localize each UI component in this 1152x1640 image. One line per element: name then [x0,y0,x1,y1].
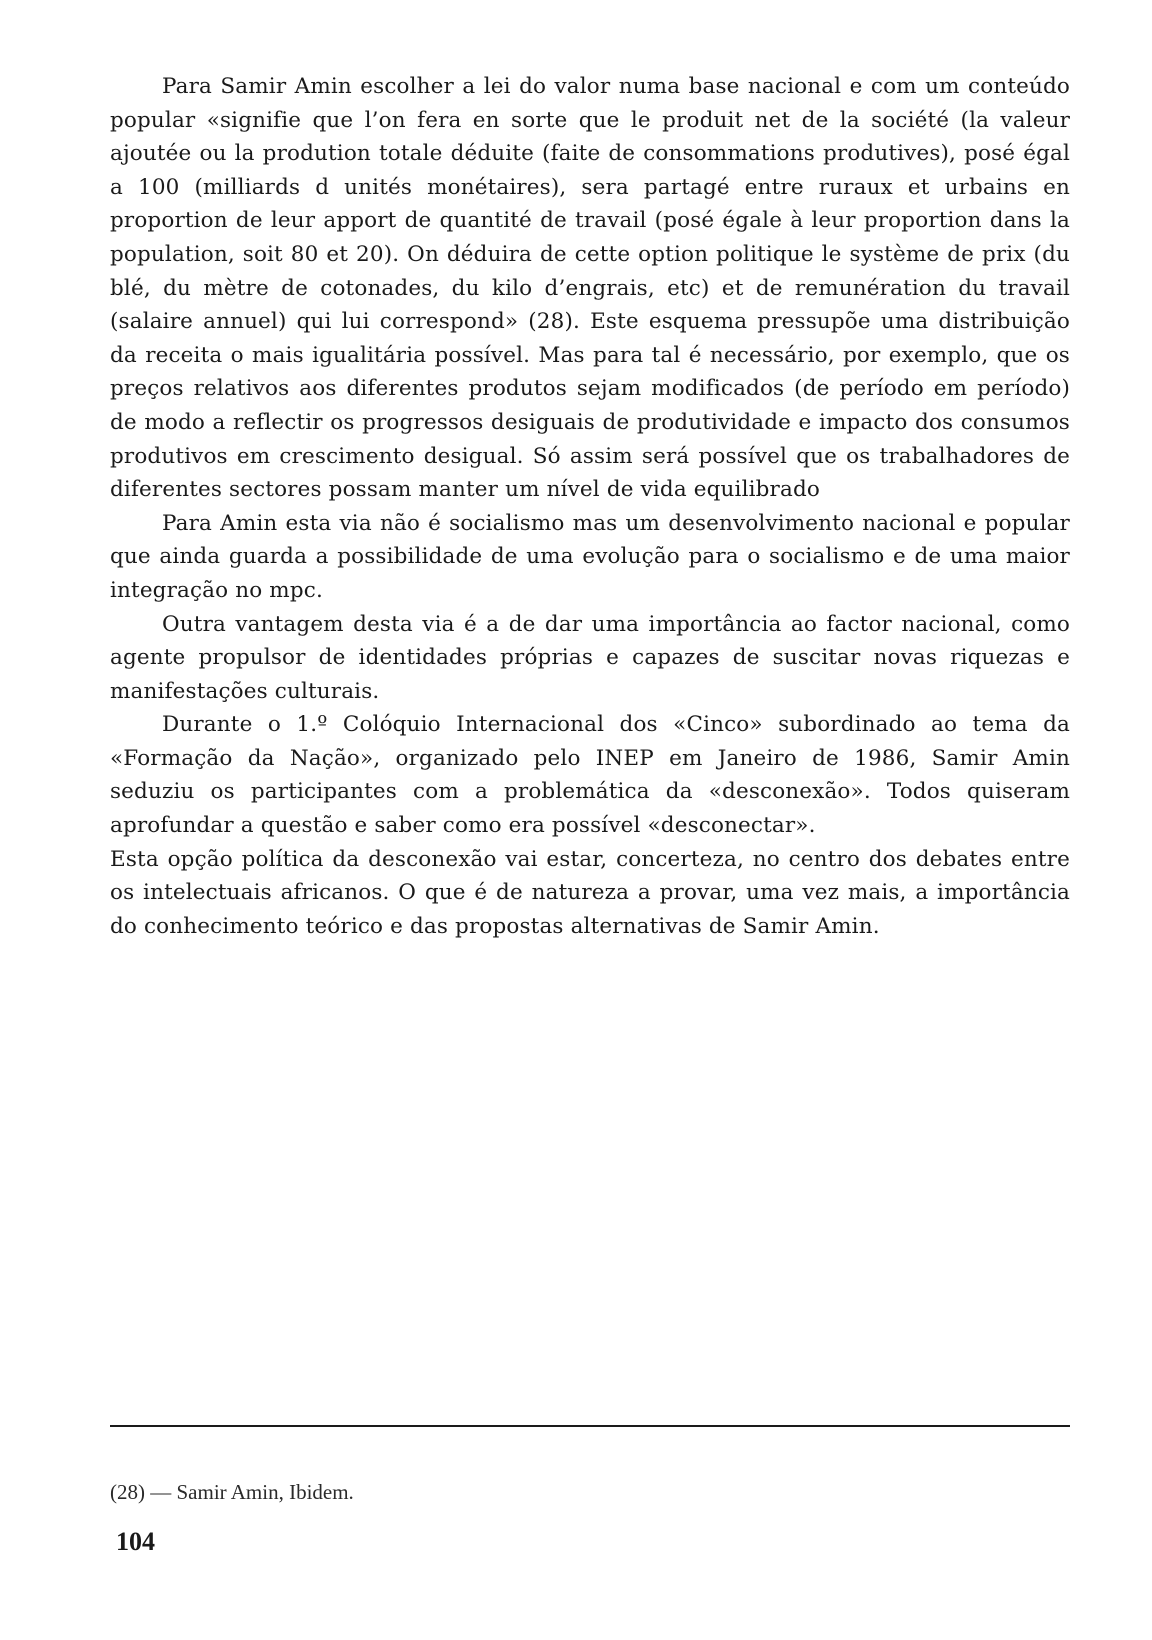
page-number: 104 [116,1527,155,1556]
paragraph-2: Para Amin esta via não é socialismo mas um desenvolvimento nacional e popular que ainda guarda a possibilidade de uma evolução para o socialismo e de uma maior integração no mpc. [110,510,1070,603]
footnote: (28) — Samir Amin, Ibidem. [110,1480,354,1504]
paragraph-3: Outra vantagem desta via é a de dar uma importância ao factor nacional, como agente propulsor de identidades próprias e capazes de suscitar novas riquezas e manifestações culturais. [110,611,1070,704]
body-text [110,70,1070,943]
paragraph-4: Durante o 1.º Colóquio Internacional dos «Cinco» subordinado ao tema da «Formação da Nação», organizado pelo INEP em Janeiro de 1986, Samir Amin seduziu os participantes com a problemática da «desconexão». Todos quiseram aprofundar a questão e saber como era possível «desconectar». [110,712,1070,839]
paragraph-1: Para Samir Amin escolher a lei do valor numa base nacional e com um conteúdo popular «signifie que l’on fera en sorte que le produit net de la société (la valeur ajoutée ou la prodution totale déduite (faite de consommations produtives), posé égal a 100 (milliards d unités monétaires), sera partagé entre ruraux et urbains en proportion de leur apport de quantité de travail (posé égale à leur proportion dans la population, soit 80 et 20). On déduira de cette option politique le système de prix (du blé, du mètre de cotonades, du kilo d’engrais, etc) et de remunération du travail (salaire annuel) qui lui correspond» (28). Este esquema pressupõe uma distribuição da receita o mais igualitária possível. Mas para tal é necessário, por exemplo, que os preços relativos aos diferentes produtos sejam modificados (de período em período) de modo a reflectir os progressos desiguais de produtividade e impacto dos consumos produtivos em crescimento desigual. Só assim será possível que os trabalhadores de diferentes sectores possam manter um nível de vida equilibrado [110,74,1070,503]
paragraph-5: Esta opção política da desconexão vai estar, concerteza, no centro dos debates entre os intelectuais africanos. O que é de natureza a provar, uma vez mais, a importância do conhecimento teórico e das propostas alternativas de Samir Amin. [110,846,1070,939]
footnote-divider [110,1425,1070,1427]
